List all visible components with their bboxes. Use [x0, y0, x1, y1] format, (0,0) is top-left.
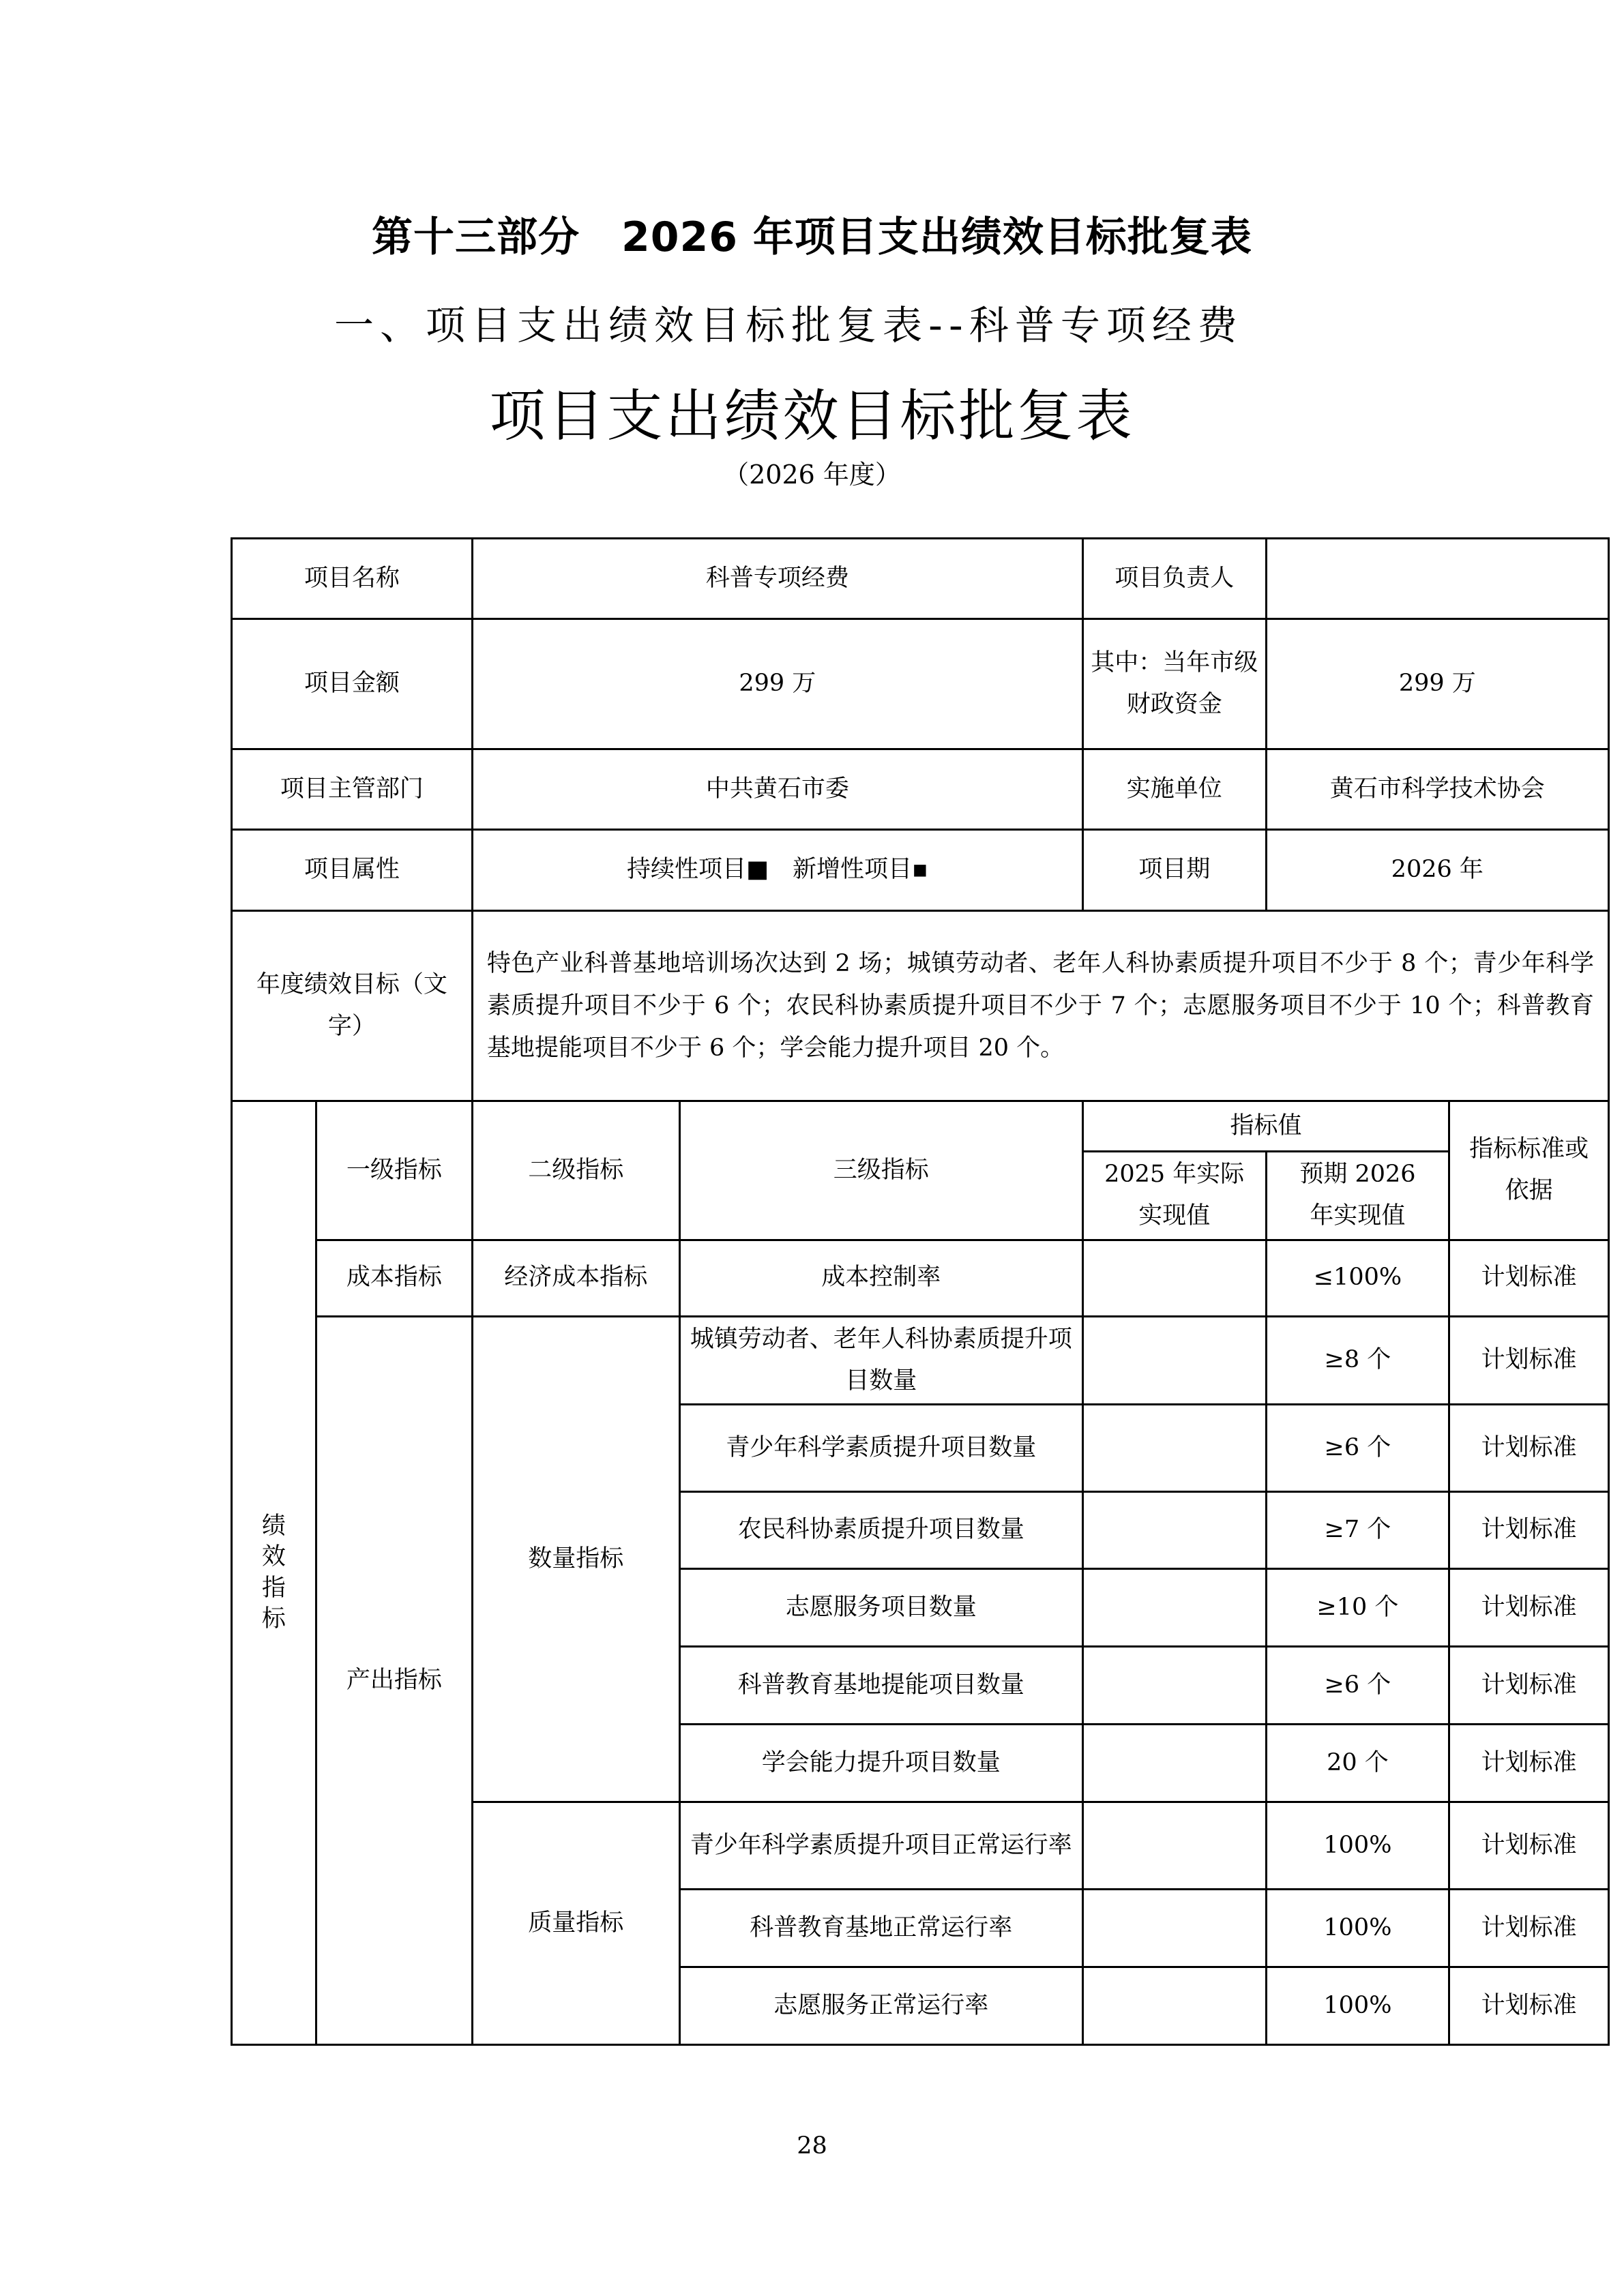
row-expected: 20 个: [1266, 1725, 1449, 1802]
row-name: 科普教育基地正常运行率: [679, 1890, 1082, 1967]
leader-value: [1266, 539, 1608, 619]
attr-label: 项目属性: [232, 830, 473, 911]
dept-label: 项目主管部门: [232, 749, 473, 830]
row-basis: 计划标准: [1449, 1802, 1609, 1890]
fiscal-value: 299 万: [1266, 619, 1608, 749]
performance-table: [231, 537, 1610, 2046]
table-title: 项目支出绩效目标批复表: [489, 384, 1135, 449]
fiscal-label: 其中：当年市级财政资金: [1082, 619, 1266, 749]
year-note: （2026 年度）: [723, 460, 901, 490]
info-row-attr: [232, 830, 1609, 911]
row-actual: [1082, 1405, 1266, 1492]
header-level3: 三级指标: [679, 1101, 1082, 1240]
amount-value: 299 万: [472, 619, 1082, 749]
row-name: 农民科协素质提升项目数量: [679, 1492, 1082, 1569]
row-name: 城镇劳动者、老年人科协素质提升项目数量: [679, 1316, 1082, 1405]
header-values: 指标值: [1082, 1101, 1449, 1152]
row-basis: 计划标准: [1449, 1890, 1609, 1967]
row-name: 志愿服务正常运行率: [679, 1967, 1082, 2045]
page-number: 28: [797, 2132, 827, 2160]
row-actual: [1082, 1725, 1266, 1802]
goal-text: 特色产业科普基地培训场次达到 2 场；城镇劳动者、老年人科协素质提升项目不少于 8 个；青少年科学素质提升项目不少于 6 个；农民科协素质提升项目不少于 7 个；志愿服务项目不少于 10 个；科普教育基地提能项目不少于 6 个；学会能力提升项目 20 个。: [472, 911, 1608, 1101]
row-expected: ≤100%: [1266, 1240, 1449, 1316]
row-expected: ≥7 个: [1266, 1492, 1449, 1569]
indicator-section-text: 绩效指标: [261, 1512, 286, 1632]
row-name: 青少年科学素质提升项目正常运行率: [679, 1802, 1082, 1890]
row-actual: [1082, 1492, 1266, 1569]
header-level2: 二级指标: [472, 1101, 679, 1240]
row-basis: 计划标准: [1449, 1725, 1609, 1802]
unit-label: 实施单位: [1082, 749, 1266, 830]
row-actual: [1082, 1240, 1266, 1316]
row-basis: 计划标准: [1449, 1647, 1609, 1725]
row-actual: [1082, 1316, 1266, 1405]
row-basis: 计划标准: [1449, 1316, 1609, 1405]
row-expected: ≥8 个: [1266, 1316, 1449, 1405]
table-row: [232, 1240, 1609, 1316]
row-basis: 计划标准: [1449, 1240, 1609, 1316]
row-expected: 100%: [1266, 1802, 1449, 1890]
section-title: 一、项目支出绩效目标批复表--科普专项经费: [334, 302, 1243, 348]
goal-label: 年度绩效目标（文字）: [232, 911, 473, 1101]
group-quality: 质量指标: [472, 1802, 679, 2045]
row-actual: [1082, 1890, 1266, 1967]
row-name: 科普教育基地提能项目数量: [679, 1647, 1082, 1725]
part-title: 第十三部分 2026 年项目支出绩效目标批复表: [372, 213, 1252, 261]
indicator-header-row: [232, 1101, 1609, 1152]
header-actual-2025: 2025 年实际实现值: [1082, 1152, 1266, 1240]
attr-value: 持续性项目■ 新增性项目▪: [472, 830, 1082, 911]
header-expected-2026: 预期 2026 年实现值: [1266, 1152, 1449, 1240]
row-name: 青少年科学素质提升项目数量: [679, 1405, 1082, 1492]
info-row-amount: [232, 619, 1609, 749]
info-row-goal: [232, 911, 1609, 1101]
unit-value: 黄石市科学技术协会: [1266, 749, 1608, 830]
group-output: 产出指标: [316, 1316, 472, 2045]
row-actual: [1082, 1802, 1266, 1890]
row-actual: [1082, 1569, 1266, 1647]
info-row-dept: [232, 749, 1609, 830]
row-basis: 计划标准: [1449, 1967, 1609, 2045]
group-quantity: 数量指标: [472, 1316, 679, 1802]
dept-value: 中共黄石市委: [472, 749, 1082, 830]
leader-label: 项目负责人: [1082, 539, 1266, 619]
row-expected: 100%: [1266, 1890, 1449, 1967]
row-name: 志愿服务项目数量: [679, 1569, 1082, 1647]
info-row-name: [232, 539, 1609, 619]
name-value: 科普专项经费: [472, 539, 1082, 619]
period-value: 2026 年: [1266, 830, 1608, 911]
row-name: 学会能力提升项目数量: [679, 1725, 1082, 1802]
name-label: 项目名称: [232, 539, 473, 619]
group-cost: 成本指标: [316, 1240, 472, 1316]
header-basis: 指标标准或依据: [1449, 1101, 1609, 1240]
row-expected: ≥6 个: [1266, 1647, 1449, 1725]
group-econ-cost: 经济成本指标: [472, 1240, 679, 1316]
row-basis: 计划标准: [1449, 1405, 1609, 1492]
row-expected: 100%: [1266, 1967, 1449, 2045]
row-actual: [1082, 1647, 1266, 1725]
header-level1: 一级指标: [316, 1101, 472, 1240]
indicator-section-label: [232, 1101, 316, 2045]
row-expected: ≥6 个: [1266, 1405, 1449, 1492]
row-basis: 计划标准: [1449, 1492, 1609, 1569]
table-row: [232, 1316, 1609, 1405]
row-name: 成本控制率: [679, 1240, 1082, 1316]
row-basis: 计划标准: [1449, 1569, 1609, 1647]
amount-label: 项目金额: [232, 619, 473, 749]
row-expected: ≥10 个: [1266, 1569, 1449, 1647]
period-label: 项目期: [1082, 830, 1266, 911]
row-actual: [1082, 1967, 1266, 2045]
